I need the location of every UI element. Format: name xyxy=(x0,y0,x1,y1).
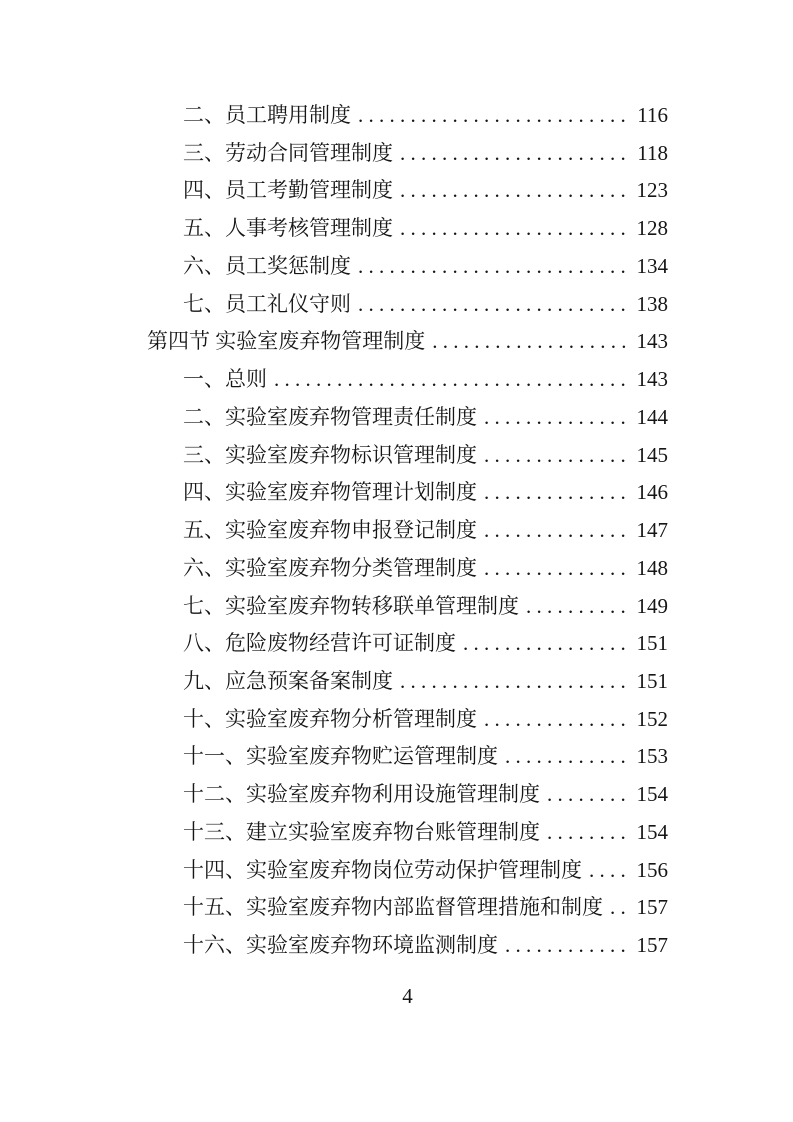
toc-entry-label: 六、实验室废弃物分类管理制度 xyxy=(183,555,477,580)
toc-entry-page: 134 xyxy=(636,253,668,278)
toc-entry-label: 十五、实验室废弃物内部监督管理措施和制度 xyxy=(183,895,603,920)
toc-entry xyxy=(147,210,668,248)
toc-dot-leader xyxy=(358,286,628,324)
toc-entry xyxy=(147,437,668,475)
toc-entry xyxy=(147,474,668,512)
toc-entry xyxy=(147,286,668,324)
toc-dot-leader xyxy=(484,474,628,512)
toc-entry-label: 三、劳动合同管理制度 xyxy=(183,140,393,165)
toc-entry-label: 十、实验室废弃物分析管理制度 xyxy=(183,706,477,731)
toc-dot-leader xyxy=(463,625,628,663)
toc-entry-page: 154 xyxy=(636,782,668,807)
toc-entry-label: 七、员工礼仪守则 xyxy=(183,291,351,316)
toc-dot-leader xyxy=(484,437,628,475)
toc-entry-label: 八、危险废物经营许可证制度 xyxy=(183,631,456,656)
toc-entry-label: 一、总则 xyxy=(183,367,267,392)
toc-entry xyxy=(147,361,668,399)
toc-entry-page: 143 xyxy=(636,329,668,354)
toc-entry xyxy=(147,97,668,135)
toc-entry xyxy=(147,852,668,890)
toc-entry-label: 四、实验室废弃物管理计划制度 xyxy=(183,480,477,505)
toc-entry-page: 157 xyxy=(636,933,668,958)
toc-entry xyxy=(147,625,668,663)
toc-entry-label: 十二、实验室废弃物利用设施管理制度 xyxy=(183,782,540,807)
toc-entry-label: 九、应急预案备案制度 xyxy=(183,669,393,694)
toc-entry xyxy=(147,927,668,965)
toc-dot-leader xyxy=(432,323,627,361)
toc-entry-page: 152 xyxy=(636,706,668,731)
toc-entry-page: 147 xyxy=(636,518,668,543)
toc-dot-leader xyxy=(400,210,628,248)
toc-entry-label: 二、实验室废弃物管理责任制度 xyxy=(183,404,477,429)
toc-entry-label: 十一、实验室废弃物贮运管理制度 xyxy=(183,744,498,769)
toc-entry-page: 157 xyxy=(636,895,668,920)
toc-entry-page: 123 xyxy=(636,178,668,203)
toc-entry-label: 十四、实验室废弃物岗位劳动保护管理制度 xyxy=(183,857,582,882)
toc-dot-leader xyxy=(484,550,628,588)
toc-dot-leader xyxy=(484,512,628,550)
toc-entry-page: 156 xyxy=(636,857,668,882)
page-footer xyxy=(147,982,668,1010)
toc-entry-page: 118 xyxy=(637,140,668,165)
toc-entry xyxy=(147,663,668,701)
toc-entry xyxy=(147,172,668,210)
toc-entry-label: 五、实验室废弃物申报登记制度 xyxy=(183,518,477,543)
toc-entry xyxy=(147,776,668,814)
toc-entry-page: 138 xyxy=(636,291,668,316)
toc-dot-leader xyxy=(400,135,628,173)
toc-entry-page: 144 xyxy=(636,404,668,429)
toc-dot-leader xyxy=(484,399,628,437)
toc-entry xyxy=(147,889,668,927)
toc-dot-leader xyxy=(547,814,628,852)
toc-entry-page: 154 xyxy=(636,819,668,844)
toc-dot-leader xyxy=(505,927,628,965)
toc-entry-page: 128 xyxy=(636,216,668,241)
toc-entry xyxy=(147,550,668,588)
toc-entry-label: 十六、实验室废弃物环境监测制度 xyxy=(183,933,498,958)
toc-dot-leader xyxy=(358,248,628,286)
toc-entry-page: 146 xyxy=(636,480,668,505)
toc-dot-leader xyxy=(610,889,628,927)
toc-entry-label: 四、员工考勤管理制度 xyxy=(183,178,393,203)
toc-entry-page: 116 xyxy=(637,103,668,127)
toc-entry xyxy=(147,738,668,776)
toc-entry-label: 五、人事考核管理制度 xyxy=(183,216,393,241)
toc-dot-leader xyxy=(400,172,628,210)
toc-entry-page: 143 xyxy=(636,367,668,392)
toc-dot-leader xyxy=(358,97,628,135)
toc-entry xyxy=(147,701,668,739)
toc-entry xyxy=(147,323,668,361)
toc-dot-leader xyxy=(547,776,628,814)
toc-dot-leader xyxy=(526,588,628,626)
toc-entry-label: 三、实验室废弃物标识管理制度 xyxy=(183,442,477,467)
toc-entry-label: 十三、建立实验室废弃物台账管理制度 xyxy=(183,819,540,844)
toc-entry xyxy=(147,512,668,550)
toc-entry-label: 第四节 实验室废弃物管理制度 xyxy=(147,329,426,354)
toc-list xyxy=(147,97,668,965)
toc-entry xyxy=(147,248,668,286)
toc-entry-page: 145 xyxy=(636,442,668,467)
toc-entry-page: 148 xyxy=(636,555,668,580)
toc-dot-leader xyxy=(484,701,628,739)
toc-dot-leader xyxy=(400,663,628,701)
toc-entry xyxy=(147,588,668,626)
toc-dot-leader xyxy=(274,361,628,399)
toc-entry-label: 二、员工聘用制度 xyxy=(183,103,351,127)
toc-entry-page: 149 xyxy=(636,593,668,618)
toc-entry xyxy=(147,399,668,437)
toc-entry-page: 153 xyxy=(636,744,668,769)
toc-entry-label: 七、实验室废弃物转移联单管理制度 xyxy=(183,593,519,618)
toc-entry xyxy=(147,814,668,852)
toc-entry-label: 六、员工奖惩制度 xyxy=(183,253,351,278)
toc-dot-leader xyxy=(589,852,628,890)
toc-entry xyxy=(147,135,668,173)
page-number: 4 xyxy=(402,984,413,1008)
toc-entry-page: 151 xyxy=(636,631,668,656)
toc-entry-page: 151 xyxy=(636,669,668,694)
toc-dot-leader xyxy=(505,738,628,776)
